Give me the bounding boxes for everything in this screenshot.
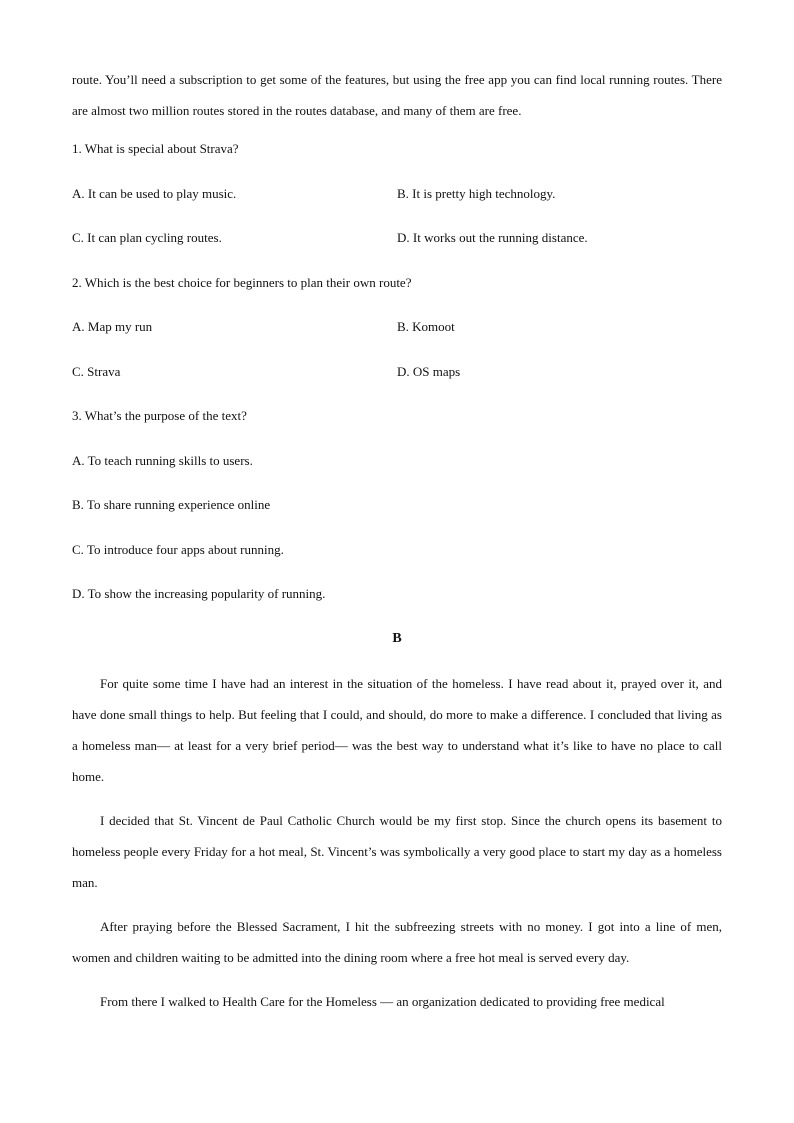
question-1-option-d: D. It works out the running distance. <box>397 230 588 245</box>
question-2-options-row-1 <box>72 318 722 363</box>
section-b-paragraph-1: For quite some time I have had an interest in the situation of the homeless. I have read about it, prayed over it, and have done small things to help. But feeling that I could, and should, do more to make a difference. I concluded that living as a homeless man— at least for a very brief period— was the best way to understand what it’s like to have no place to call home. <box>72 675 722 784</box>
question-3-option-b: B. To share running experience online <box>72 497 271 512</box>
question-2-option-a: A. Map my run <box>72 319 153 334</box>
question-1-stem: 1. What is special about Strava? <box>72 141 239 156</box>
question-3-option-d: D. To show the increasing popularity of running. <box>72 586 326 601</box>
intro-paragraph: route. You’ll need a subscription to get some of the features, but using the free app you can find local running routes. There are almost two million routes stored in the routes database, and many of them are free. <box>72 72 722 118</box>
question-2-option-b: B. Komoot <box>397 319 455 334</box>
question-1-option-b: B. It is pretty high technology. <box>397 185 556 201</box>
section-b-heading: B <box>392 630 402 646</box>
section-b-paragraph-2: I decided that St. Vincent de Paul Catholic Church would be my first stop. Since the church opens its basement to homeless people every Friday for a hot meal, St. Vincent’s was symbolically a very good place to start my day as a homeless man. <box>72 812 722 890</box>
question-2-stem: 2. Which is the best choice for beginners to plan their own route? <box>72 274 412 290</box>
question-3-option-a: A. To teach running skills to users. <box>72 452 253 468</box>
document-page <box>72 64 722 1030</box>
question-1-option-a: A. It can be used to play music. <box>72 185 237 201</box>
question-2-options-row-2 <box>72 363 722 408</box>
question-3-stem: 3. What’s the purpose of the text? <box>72 408 247 423</box>
question-1-options-row-1 <box>72 185 722 230</box>
section-b-paragraph-3: After praying before the Blessed Sacrament, I hit the subfreezing streets with no money. I got into a line of men, women and children waiting to be admitted into the dining room where a free hot meal is served every day. <box>72 918 722 965</box>
question-3-option-c: C. To introduce four apps about running. <box>72 541 284 557</box>
question-2-option-c: C. Strava <box>72 363 121 379</box>
question-2-option-d: D. OS maps <box>397 363 461 379</box>
question-1-options-row-2 <box>72 229 722 274</box>
section-b-paragraph-4: From there I walked to Health Care for the Homeless — an organization dedicated to providing free medical <box>100 993 665 1009</box>
question-1-option-c: C. It can plan cycling routes. <box>72 230 222 245</box>
